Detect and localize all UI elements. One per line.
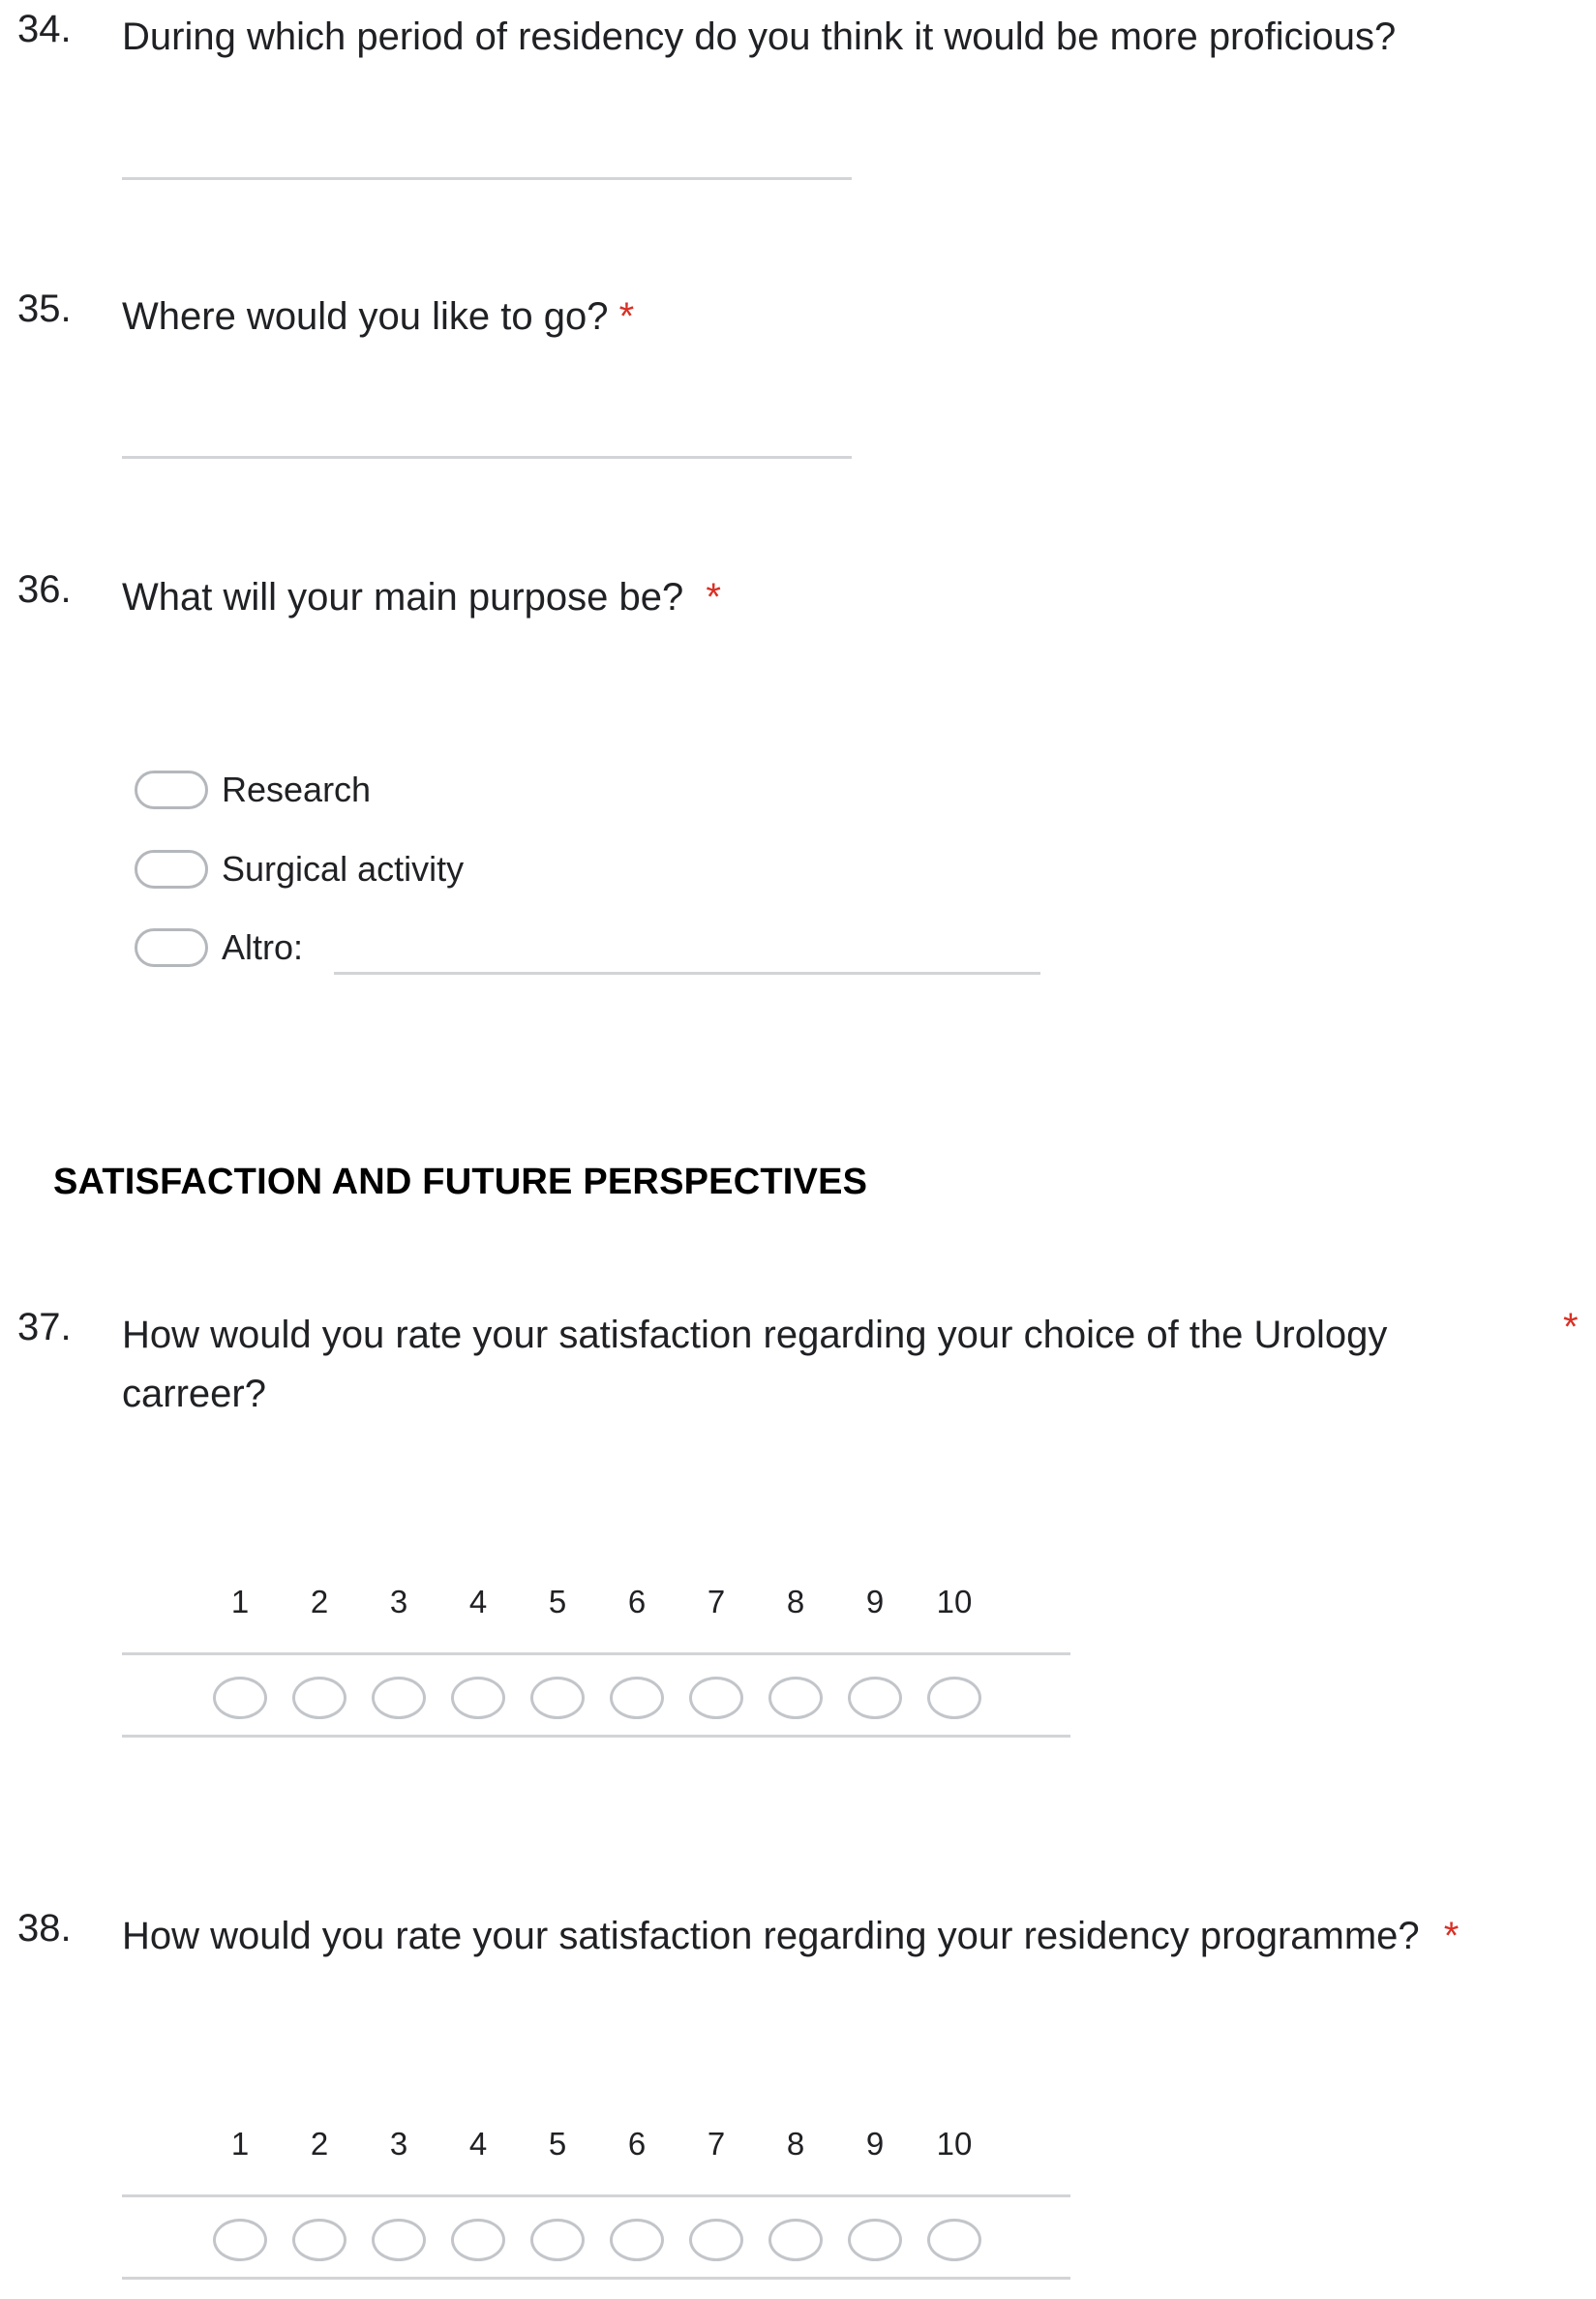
- option-other[interactable]: [135, 926, 303, 969]
- scale-label: 7: [707, 1584, 726, 1619]
- scale-label: 4: [468, 1584, 488, 1619]
- radio-button[interactable]: [135, 771, 208, 809]
- scale-label: 9: [865, 2126, 885, 2162]
- scale-radio-10[interactable]: [927, 2219, 981, 2261]
- scale-radio-2[interactable]: [292, 1677, 346, 1719]
- divider: [122, 2194, 1070, 2197]
- scale-label: 2: [310, 2126, 329, 2162]
- scale-radio-6[interactable]: [610, 1677, 664, 1719]
- scale-label: 6: [627, 1584, 647, 1619]
- scale-label: 8: [786, 2126, 805, 2162]
- scale-label: 7: [707, 2126, 726, 2162]
- scale-radio-8[interactable]: [768, 1677, 823, 1719]
- radio-button[interactable]: [135, 928, 208, 967]
- scale-radio-5[interactable]: [530, 1677, 585, 1719]
- option-label: Surgical activity: [222, 849, 465, 889]
- scale-label: 5: [548, 2126, 567, 2162]
- scale-radio-8[interactable]: [768, 2219, 823, 2261]
- question-text: How would you rate your satisfaction regarding your residency programme?: [122, 1915, 1420, 1957]
- divider: [122, 1735, 1070, 1738]
- scale-label: 8: [786, 1584, 805, 1619]
- required-asterisk: *: [706, 576, 721, 619]
- question-text: What will your main purpose be?: [122, 576, 684, 619]
- scale-label: 5: [548, 1584, 567, 1619]
- scale-label: 10: [936, 2126, 973, 2162]
- scale-label: 10: [936, 1584, 973, 1619]
- scale-label: 2: [310, 1584, 329, 1619]
- question-text: During which period of residency do you think it would be more proficious?: [122, 15, 1397, 58]
- required-asterisk: *: [618, 295, 635, 338]
- scale-radio-7[interactable]: [689, 1677, 743, 1719]
- scale-radio-2[interactable]: [292, 2219, 346, 2261]
- question-number: 36.: [17, 568, 72, 611]
- question-number: 34.: [17, 8, 72, 50]
- scale-radio-1[interactable]: [213, 2219, 267, 2261]
- divider: [122, 1652, 1070, 1655]
- scale-radio-7[interactable]: [689, 2219, 743, 2261]
- scale-label: 3: [389, 2126, 408, 2162]
- question-text-line2: carreer?: [122, 1373, 266, 1415]
- question-number: 35.: [17, 287, 72, 330]
- scale-radio-10[interactable]: [927, 1677, 981, 1719]
- section-title: SATISFACTION AND FUTURE PERSPECTIVES: [53, 1162, 868, 1202]
- option-surgical-activity[interactable]: [135, 848, 464, 891]
- scale-radio-9[interactable]: [848, 2219, 902, 2261]
- scale-radio-3[interactable]: [372, 2219, 426, 2261]
- scale-radio-9[interactable]: [848, 1677, 902, 1719]
- scale-label: 1: [230, 1584, 250, 1619]
- scale-radio-6[interactable]: [610, 2219, 664, 2261]
- option-label: Research: [222, 770, 372, 809]
- scale-label: 1: [230, 2126, 250, 2162]
- scale-radio-4[interactable]: [451, 2219, 505, 2261]
- option-label: Altro:: [222, 927, 304, 967]
- scale-radio-1[interactable]: [213, 1677, 267, 1719]
- scale-label: 4: [468, 2126, 488, 2162]
- required-asterisk: *: [1443, 1915, 1460, 1957]
- scale-label: 3: [389, 1584, 408, 1619]
- divider: [122, 2277, 1070, 2280]
- question-number: 37.: [17, 1306, 72, 1348]
- required-asterisk: *: [1563, 1306, 1579, 1348]
- short-answer-input[interactable]: [122, 456, 852, 459]
- radio-button[interactable]: [135, 850, 208, 889]
- other-text-input[interactable]: [334, 972, 1040, 975]
- option-research[interactable]: [135, 769, 371, 811]
- short-answer-input[interactable]: [122, 177, 852, 180]
- scale-radio-5[interactable]: [530, 2219, 585, 2261]
- scale-label: 9: [865, 1584, 885, 1619]
- question-number: 38.: [17, 1907, 72, 1950]
- scale-label: 6: [627, 2126, 647, 2162]
- scale-radio-4[interactable]: [451, 1677, 505, 1719]
- scale-radio-3[interactable]: [372, 1677, 426, 1719]
- question-text: Where would you like to go?: [122, 295, 609, 338]
- question-text-line1: How would you rate your satisfaction regarding your choice of the Urology: [122, 1314, 1388, 1356]
